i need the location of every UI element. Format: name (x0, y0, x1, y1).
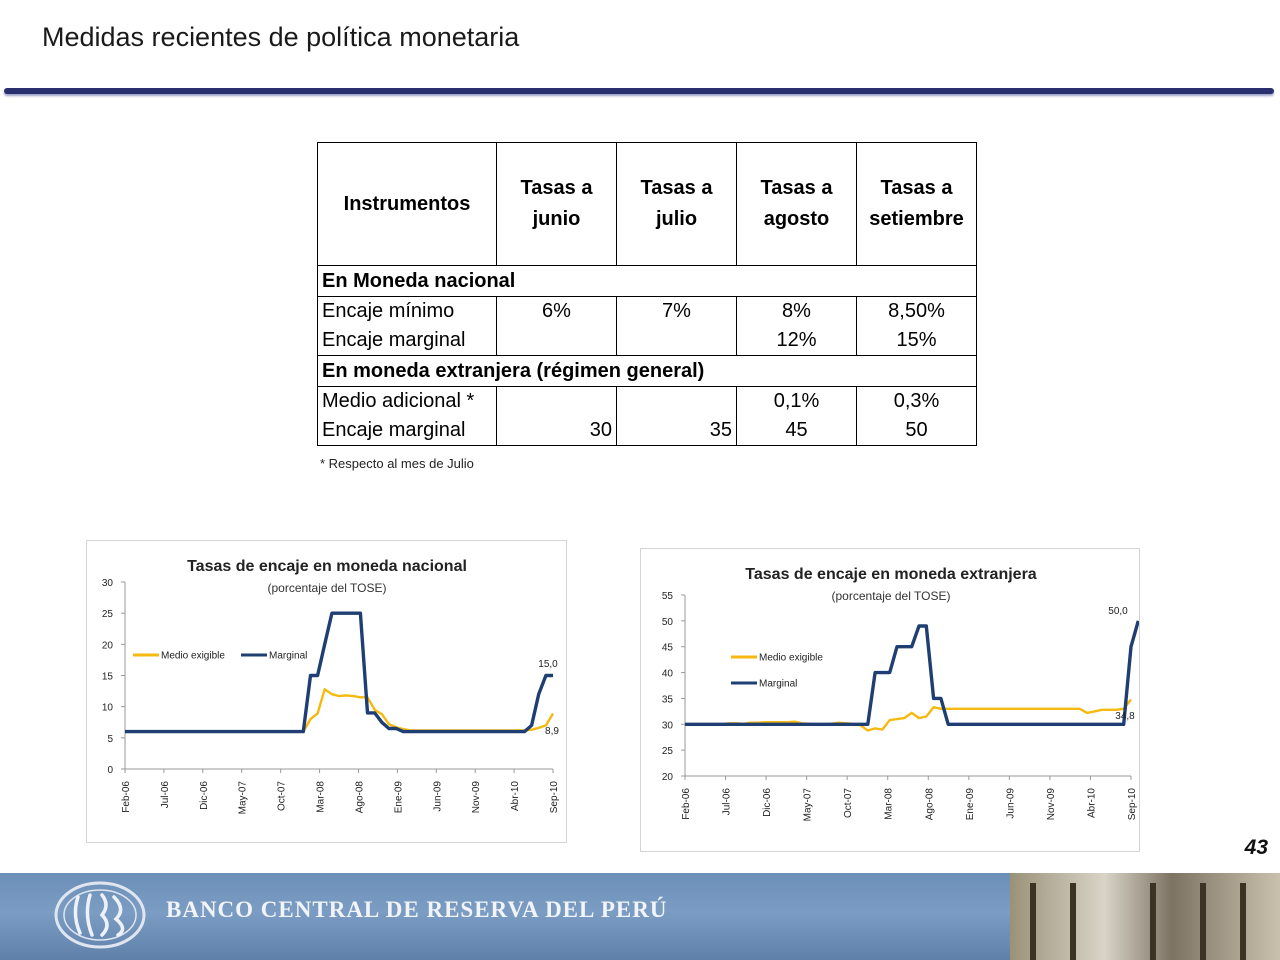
x-tick-label: Oct-07 (276, 781, 288, 812)
footer-photo (1010, 873, 1280, 960)
y-tick-label: 50 (661, 616, 673, 628)
x-tick-label: May-07 (802, 788, 814, 822)
header-junio: Tasas a junio (497, 143, 617, 266)
cell-junio: 30 (497, 416, 617, 446)
section-title: En Moneda nacional (318, 266, 977, 297)
x-tick-label: Oct-07 (843, 788, 855, 819)
x-tick-label: Ene-09 (964, 788, 976, 821)
series-line-medio-exigible (125, 689, 553, 731)
bcrp-logo-icon (50, 879, 150, 951)
table-row (318, 387, 977, 417)
header-julio: Tasas a julio (617, 143, 737, 266)
x-tick-label: Mar-08 (883, 788, 895, 820)
chart-title: Tasas de encaje en moneda nacional (187, 558, 467, 575)
chart-extranjera-svg (641, 549, 1139, 851)
header-instrumentos: Instrumentos (318, 143, 497, 266)
x-tick-label: Ago-08 (924, 788, 936, 821)
y-tick-label: 25 (661, 746, 673, 758)
row-label: Medio adicional * (318, 387, 497, 417)
slide-title: Medidas recientes de política monetaria (42, 22, 520, 52)
x-tick-label: Abr-10 (1086, 788, 1098, 819)
x-tick-label: Sep-10 (549, 781, 560, 814)
cell-agosto: 8% (737, 297, 857, 327)
y-tick-label: 45 (661, 642, 673, 654)
table-row (318, 416, 977, 446)
x-tick-label: Nov-09 (471, 781, 483, 814)
legend-label: Medio exigible (759, 652, 823, 664)
x-tick-label: Feb-06 (681, 788, 692, 820)
cell-setiembre: 8,50% (857, 297, 977, 327)
row-label: Encaje mínimo (318, 297, 497, 327)
x-tick-label: Nov-09 (1045, 788, 1057, 821)
table-row (318, 297, 977, 327)
y-tick-label: 55 (661, 591, 673, 602)
y-tick-label: 20 (661, 772, 673, 783)
x-tick-label: Ene-09 (393, 781, 405, 814)
header-setiembre: Tasas a setiembre (857, 143, 977, 266)
table-header-row (318, 143, 977, 266)
y-tick-label: 10 (101, 702, 113, 714)
chart-subtitle: (porcentaje del TOSE) (831, 589, 951, 603)
y-tick-label: 40 (661, 668, 673, 680)
y-tick-label: 30 (101, 578, 113, 589)
cell-setiembre: 15% (857, 326, 977, 356)
row-label: Encaje marginal (318, 416, 497, 446)
y-tick-label: 0 (107, 765, 113, 776)
legend-label: Medio exigible (161, 650, 225, 662)
footer-banner (0, 873, 1280, 960)
title-rule (4, 88, 1274, 94)
x-tick-label: Jun-09 (432, 781, 444, 812)
x-tick-label: Jun-09 (1005, 788, 1017, 819)
cell-agosto: 0,1% (737, 387, 857, 417)
cell-julio (617, 326, 737, 356)
footer-bank-name: BANCO CENTRAL DE RESERVA DEL PERÚ (166, 897, 668, 922)
chart-moneda-extranjera (640, 548, 1140, 852)
x-tick-label: Sep-10 (1127, 788, 1138, 821)
data-label: 8,9 (545, 726, 559, 737)
section-moneda-nacional (318, 266, 977, 297)
page-number: 43 (1244, 836, 1268, 859)
y-tick-label: 25 (101, 609, 113, 621)
chart-moneda-nacional (86, 540, 567, 843)
data-label: 15,0 (538, 659, 558, 670)
cell-setiembre: 0,3% (857, 387, 977, 417)
cell-julio: 7% (617, 297, 737, 327)
x-tick-label: May-07 (237, 781, 249, 815)
x-tick-label: Dic-06 (762, 788, 774, 817)
legend-label: Marginal (759, 678, 798, 690)
x-tick-label: Dic-06 (198, 781, 210, 810)
y-tick-label: 30 (661, 720, 673, 732)
y-tick-label: 20 (101, 640, 113, 652)
header-agosto: Tasas a agosto (737, 143, 857, 266)
data-label: 50,0 (1108, 606, 1128, 617)
row-label: Encaje marginal (318, 326, 497, 356)
cell-setiembre: 50 (857, 416, 977, 446)
x-tick-label: Jul-06 (721, 788, 733, 816)
x-tick-label: Ago-08 (354, 781, 366, 814)
cell-agosto: 45 (737, 416, 857, 446)
series-line-marginal (125, 613, 553, 731)
cell-julio (617, 387, 737, 417)
chart-nacional-svg (87, 541, 566, 842)
cell-junio (497, 387, 617, 417)
x-tick-label: Abr-10 (510, 781, 522, 812)
cell-junio: 6% (497, 297, 617, 327)
legend-label: Marginal (269, 650, 308, 662)
x-tick-label: Feb-06 (121, 781, 132, 813)
section-moneda-extranjera (318, 356, 977, 387)
cell-julio: 35 (617, 416, 737, 446)
table-row (318, 326, 977, 356)
x-tick-label: Mar-08 (315, 781, 327, 813)
section-title: En moneda extranjera (régimen general) (318, 356, 977, 387)
chart-title: Tasas de encaje en moneda extranjera (745, 566, 1037, 583)
y-tick-label: 35 (661, 694, 673, 706)
chart-subtitle: (porcentaje del TOSE) (267, 581, 387, 595)
table-footnote: * Respecto al mes de Julio (320, 456, 474, 471)
data-label: 34,8 (1115, 711, 1135, 722)
instruments-table (317, 142, 977, 446)
cell-junio (497, 326, 617, 356)
cell-agosto: 12% (737, 326, 857, 356)
y-tick-label: 5 (107, 733, 113, 745)
x-tick-label: Jul-06 (159, 781, 171, 809)
y-tick-label: 15 (101, 671, 113, 683)
